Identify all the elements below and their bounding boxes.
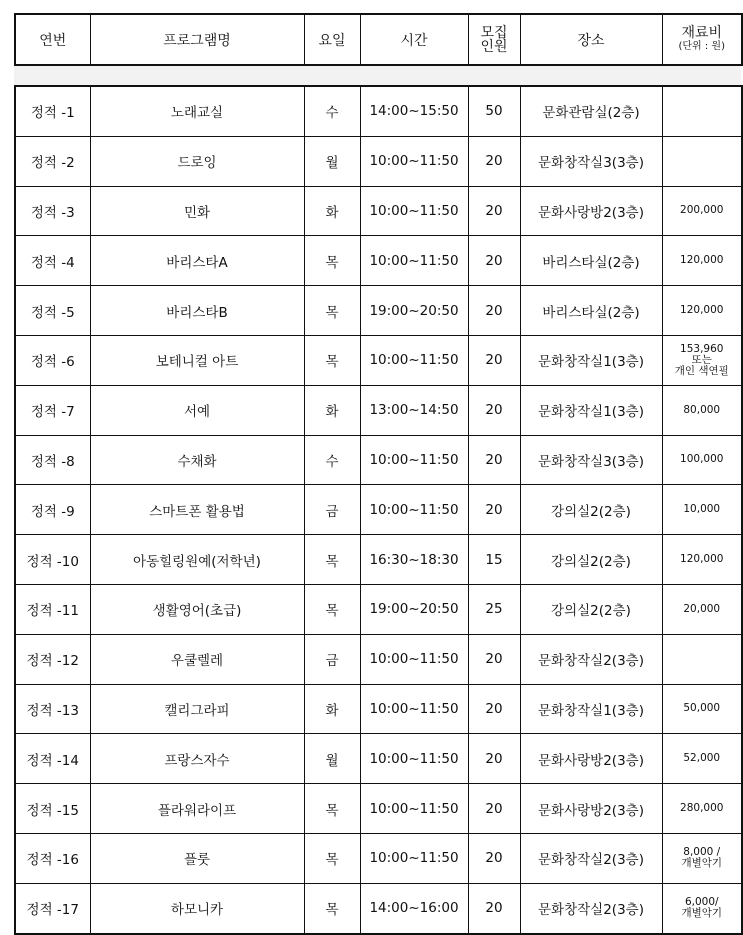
cell-program: 바리스타A [90,236,304,286]
cell-no: 정적 -10 [15,535,90,585]
cell-day: 금 [304,485,360,535]
cell-time: 14:00~16:00 [360,883,468,933]
cell-no: 정적 -8 [15,435,90,485]
table-row [15,385,742,435]
cell-no: 정적 -9 [15,485,90,535]
header-place: 장소 [520,14,662,65]
table-row [15,883,742,933]
table-row [15,136,742,186]
table-row [15,86,742,136]
cell-capacity: 20 [468,634,520,684]
header-capacity-line2: 인원 [480,38,508,55]
table-row [15,734,742,784]
cell-day: 목 [304,286,360,336]
cell-capacity: 20 [468,286,520,336]
cell-place: 문화창작실1(3층) [520,684,662,734]
cell-time: 16:30~18:30 [360,535,468,585]
cell-fee: 50,000 [662,684,742,734]
cell-capacity: 50 [468,86,520,136]
cell-place: 문화창작실2(3층) [520,833,662,883]
table-row [15,286,742,336]
table-row [15,186,742,236]
cell-place: 강의실2(2층) [520,535,662,585]
header-time: 시간 [360,14,468,65]
cell-fee: 280,000 [662,784,742,834]
cell-fee: 20,000 [662,584,742,634]
cell-day: 목 [304,883,360,933]
table-row [15,634,742,684]
cell-capacity: 20 [468,186,520,236]
cell-no: 정적 -7 [15,385,90,435]
cell-program: 플라워라이프 [90,784,304,834]
cell-time: 10:00~11:50 [360,186,468,236]
cell-time: 10:00~11:50 [360,335,468,385]
cell-program: 보테니컬 아트 [90,335,304,385]
cell-program: 바리스타B [90,286,304,336]
cell-capacity: 20 [468,335,520,385]
cell-place: 문화사랑방2(3층) [520,734,662,784]
cell-fee: 120,000 [662,236,742,286]
cell-fee: 6,000/ 개별악기 [662,883,742,933]
cell-place: 문화관람실(2층) [520,86,662,136]
cell-program: 노래교실 [90,86,304,136]
program-table [14,85,743,935]
table-row [15,485,742,535]
cell-place: 바리스타실(2층) [520,236,662,286]
cell-day: 화 [304,385,360,435]
table-header [14,13,743,66]
cell-place: 바리스타실(2층) [520,286,662,336]
cell-day: 목 [304,335,360,385]
cell-day: 월 [304,136,360,186]
cell-day: 목 [304,535,360,585]
table-row [15,236,742,286]
cell-place: 문화사랑방2(3층) [520,784,662,834]
cell-capacity: 25 [468,584,520,634]
cell-program: 드로잉 [90,136,304,186]
header-fee-label: 재료비 [681,25,723,41]
header-spacer [14,66,741,85]
header-capacity-line1: 모집 [480,24,508,41]
cell-capacity: 20 [468,833,520,883]
cell-capacity: 20 [468,236,520,286]
cell-day: 화 [304,186,360,236]
cell-day: 목 [304,236,360,286]
cell-fee [662,634,742,684]
cell-day: 목 [304,584,360,634]
cell-fee: 120,000 [662,286,742,336]
program-table-body [15,86,742,934]
cell-day: 목 [304,784,360,834]
cell-program: 플룻 [90,833,304,883]
cell-time: 10:00~11:50 [360,136,468,186]
cell-fee: 100,000 [662,435,742,485]
cell-place: 문화창작실2(3층) [520,883,662,933]
cell-fee: 200,000 [662,186,742,236]
cell-program: 수채화 [90,435,304,485]
cell-place: 강의실2(2층) [520,584,662,634]
cell-time: 10:00~11:50 [360,634,468,684]
cell-program: 스마트폰 활용법 [90,485,304,535]
cell-capacity: 20 [468,734,520,784]
cell-place: 문화창작실1(3층) [520,335,662,385]
table-row [15,833,742,883]
cell-fee: 80,000 [662,385,742,435]
cell-no: 정적 -15 [15,784,90,834]
cell-time: 10:00~11:50 [360,833,468,883]
cell-day: 화 [304,684,360,734]
cell-day: 월 [304,734,360,784]
cell-no: 정적 -11 [15,584,90,634]
cell-day: 금 [304,634,360,684]
cell-no: 정적 -6 [15,335,90,385]
cell-time: 10:00~11:50 [360,684,468,734]
cell-no: 정적 -2 [15,136,90,186]
cell-capacity: 20 [468,136,520,186]
cell-no: 정적 -14 [15,734,90,784]
cell-capacity: 15 [468,535,520,585]
cell-place: 문화창작실3(3층) [520,136,662,186]
cell-place: 문화창작실2(3층) [520,634,662,684]
table-row [15,335,742,385]
header-fee-unit: (단위 : 원) [678,41,725,52]
cell-time: 10:00~11:50 [360,435,468,485]
cell-program: 하모니카 [90,883,304,933]
cell-fee: 52,000 [662,734,742,784]
cell-no: 정적 -16 [15,833,90,883]
cell-no: 정적 -3 [15,186,90,236]
table-row [15,584,742,634]
cell-place: 문화창작실1(3층) [520,385,662,435]
cell-program: 서예 [90,385,304,435]
cell-capacity: 20 [468,784,520,834]
cell-no: 정적 -12 [15,634,90,684]
table-row [15,684,742,734]
cell-capacity: 20 [468,385,520,435]
header-fee [662,14,742,65]
cell-capacity: 20 [468,485,520,535]
cell-time: 10:00~11:50 [360,236,468,286]
cell-capacity: 20 [468,883,520,933]
table-row [15,784,742,834]
cell-program: 캘리그라피 [90,684,304,734]
cell-time: 19:00~20:50 [360,584,468,634]
cell-time: 14:00~15:50 [360,86,468,136]
cell-capacity: 20 [468,435,520,485]
cell-fee: 10,000 [662,485,742,535]
cell-time: 10:00~11:50 [360,485,468,535]
header-row [15,14,742,65]
cell-capacity: 20 [468,684,520,734]
table-row [15,535,742,585]
cell-program: 민화 [90,186,304,236]
cell-place: 문화사랑방2(3층) [520,186,662,236]
cell-no: 정적 -5 [15,286,90,336]
table-row [15,435,742,485]
cell-program: 생활영어(초급) [90,584,304,634]
cell-no: 정적 -13 [15,684,90,734]
cell-fee: 8,000 / 개별악기 [662,833,742,883]
cell-program: 아동힐링원예(저학년) [90,535,304,585]
cell-fee [662,86,742,136]
cell-time: 10:00~11:50 [360,784,468,834]
cell-fee: 153,960 또는 개인 색연필 [662,335,742,385]
cell-fee: 120,000 [662,535,742,585]
header-program: 프로그램명 [90,14,304,65]
cell-time: 19:00~20:50 [360,286,468,336]
header-no: 연번 [15,14,90,65]
header-capacity [468,14,520,65]
cell-day: 수 [304,86,360,136]
cell-no: 정적 -4 [15,236,90,286]
cell-fee [662,136,742,186]
cell-day: 수 [304,435,360,485]
header-day: 요일 [304,14,360,65]
cell-place: 문화창작실3(3층) [520,435,662,485]
cell-time: 10:00~11:50 [360,734,468,784]
cell-no: 정적 -1 [30,105,75,122]
cell-program: 우쿨렐레 [90,634,304,684]
cell-program: 프랑스자수 [90,734,304,784]
cell-place: 강의실2(2층) [520,485,662,535]
cell-no: 정적 -17 [15,883,90,933]
cell-time: 13:00~14:50 [360,385,468,435]
cell-day: 목 [304,833,360,883]
